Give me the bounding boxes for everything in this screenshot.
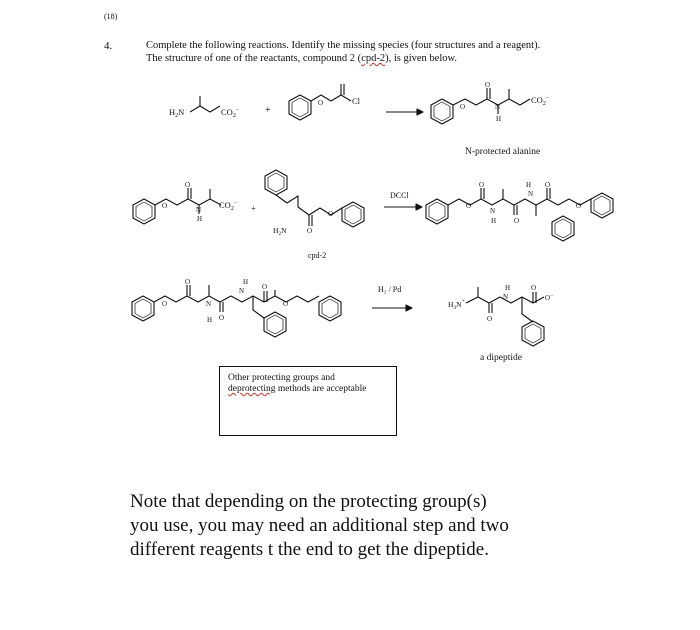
oxygen-label: O <box>460 103 466 111</box>
oxygen-label: O <box>485 81 491 89</box>
dipeptide-label: a dipeptide <box>480 353 522 363</box>
dipeptide-amine-label: $H_3N^+$ <box>448 298 465 311</box>
oxygen-label: O <box>219 314 225 322</box>
n-protected-alanine-label: N-protected alanine <box>465 147 541 157</box>
alanine-carboxylate-label: $CO_2^-$ <box>221 107 240 119</box>
alanine-amine-label: $H_2N$ <box>169 107 185 119</box>
plus-sign: + <box>265 105 271 116</box>
oxygen-label: O <box>318 99 324 107</box>
cpd2-amine-label: $H_2N$ <box>273 226 287 237</box>
hydrogen-label: H <box>496 115 502 123</box>
cpd-2-structure <box>265 170 364 227</box>
hydrogen-label: H <box>207 316 213 324</box>
carboxylate-oxygen-label: O− <box>545 293 554 302</box>
oxygen-label: O <box>487 315 493 323</box>
question-number: 4. <box>104 40 113 52</box>
oxygen-label: O <box>162 300 168 308</box>
nitrogen-label: N <box>528 190 534 198</box>
note-box-line-1: Other protecting groups and <box>228 373 335 383</box>
hydrogen-label: H <box>505 284 511 292</box>
oxygen-label: O <box>576 202 582 210</box>
nitrogen-label: N <box>206 300 212 308</box>
oxygen-label: O <box>328 210 334 218</box>
nitrogen-label: N <box>239 287 245 295</box>
points-label: (18) <box>104 12 118 21</box>
oxygen-label: O <box>466 202 472 210</box>
question-line-1: Complete the following reactions. Identify the missing species (four structures and a reagent). <box>146 40 541 51</box>
oxygen-label: O <box>531 284 537 292</box>
oxygen-label: O <box>545 181 551 189</box>
carboxylate-label: $CO_2^-$ <box>219 200 238 212</box>
cl-label: Cl <box>352 96 361 106</box>
question-line-2-suffix: ), is given below. <box>385 53 458 64</box>
oxygen-label: O <box>514 217 520 225</box>
note-box-line-2 <box>228 384 388 395</box>
cpd-2-reference: cpd-2 <box>361 53 386 64</box>
note-box-underlined-word: deprotecting <box>228 383 276 394</box>
question-line-2-prefix: The structure of one of the reactants, compound 2 ( <box>146 53 362 64</box>
hydrogen-label: H <box>526 181 532 189</box>
reagent-h2-pd: H₂ / Pd <box>378 285 402 294</box>
cpd-2-label: cpd-2 <box>308 251 327 260</box>
footnote: Note that depending on the protecting group(s) you use, you may need an additional step and two different reagents t the end to get the dipeptide. <box>130 491 509 560</box>
oxygen-label: O <box>479 181 485 189</box>
hydrogen-label: H <box>243 278 249 286</box>
alanine-structure <box>190 96 220 112</box>
oxygen-label: O <box>307 227 313 235</box>
protected-dipeptide-structure-2 <box>132 285 341 337</box>
hydrogen-label: H <box>491 217 497 225</box>
nitrogen-label: N <box>196 206 202 214</box>
nitrogen-label: N <box>503 293 509 301</box>
n-protected-alanine-structure <box>431 88 530 124</box>
cbz-alanine-reactant-structure <box>133 188 221 224</box>
note-box-line-2-rest: methods are acceptable <box>275 383 367 394</box>
oxygen-label: O <box>185 181 191 189</box>
nitrogen-label: N <box>490 207 496 215</box>
oxygen-label: O <box>185 278 191 286</box>
hydrogen-label: H <box>197 215 203 223</box>
plus-sign: + <box>251 203 256 213</box>
protected-dipeptide-structure-1 <box>426 188 613 241</box>
reagent-dcci: DCCl <box>390 191 409 200</box>
oxygen-label: O <box>162 202 168 210</box>
carboxylate-label: $CO_2^-$ <box>531 95 550 107</box>
oxygen-label: O <box>262 283 268 291</box>
oxygen-label: O <box>283 300 289 308</box>
note-box <box>219 366 397 436</box>
nitrogen-label: N <box>495 103 501 111</box>
